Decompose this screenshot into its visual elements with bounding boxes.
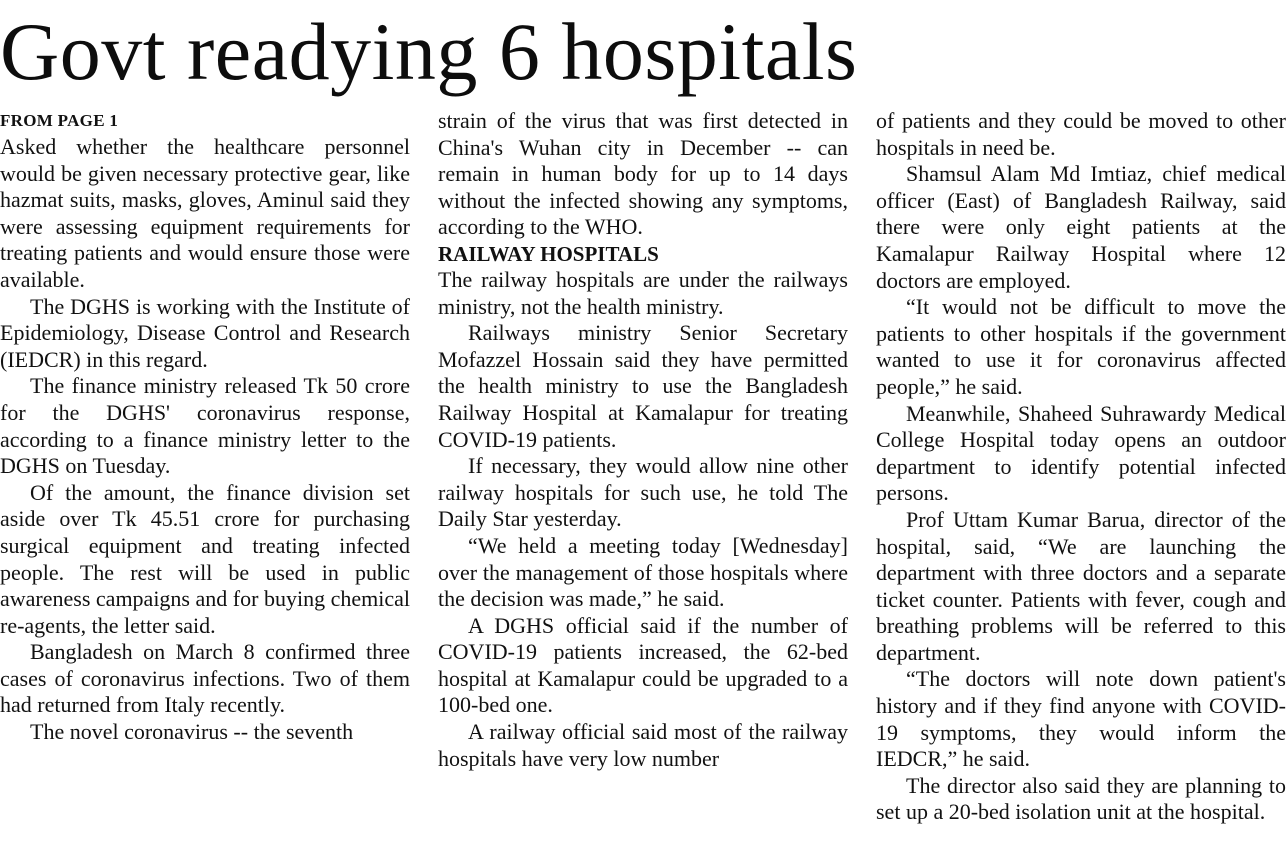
article-paragraph: The DGHS is working with the Institute of Epidemiology, Disease Control and Research (IEDCR) in this regard. bbox=[0, 293, 410, 372]
article-paragraph: Shamsul Alam Md Imtiaz, chief medical officer (East) of Bangladesh Railway, said there were only eight patients at the Kamalapur Railway Hospital where 12 doctors are employed. bbox=[876, 161, 1286, 293]
article-paragraph: A railway official said most of the railway hospitals have very low number bbox=[438, 719, 848, 771]
article-paragraph: Prof Uttam Kumar Barua, director of the hospital, said, “We are launching the department with three doctors and a separate ticket counter. Patients with fever, cough and breathing problems will be referred to this department. bbox=[876, 506, 1286, 665]
article-paragraph: “It would not be difficult to move the patients to other hospitals if the government wanted to use it for coronavirus affected people,” he said. bbox=[876, 294, 1286, 399]
article-paragraph: The finance ministry released Tk 50 crore for the DGHS' coronavirus response, according to a finance ministry letter to the DGHS on Tuesday. bbox=[0, 373, 410, 479]
article-paragraph: Meanwhile, Shaheed Suhrawardy Medical College Hospital today opens an outdoor department to identify potential infected persons. bbox=[876, 400, 1286, 506]
kicker-from-page: FROM PAGE 1 bbox=[0, 111, 119, 130]
article-paragraph: “The doctors will note down patient's history and if they find anyone with COVID-19 symptoms, they would inform the IEDCR,” he said. bbox=[876, 666, 1286, 772]
article-paragraph: Bangladesh on March 8 confirmed three cases of coronavirus infections. Two of them had returned from Italy recently. bbox=[0, 639, 410, 718]
article-paragraph: “We held a meeting today [Wednesday] over the management of those hospitals where the decision was made,” he said. bbox=[438, 532, 848, 612]
column-3 bbox=[876, 108, 1286, 858]
article-paragraph: If necessary, they would allow nine other railway hospitals for such use, he told The Daily Star yesterday. bbox=[438, 453, 848, 532]
article-paragraph: Asked whether the healthcare personnel would be given necessary protective gear, like hazmat suits, masks, gloves, Aminul said they were assessing equipment requirements for treating patients and would ensure those were available. bbox=[0, 134, 410, 292]
article-paragraph: A DGHS official said if the number of COVID-19 patients increased, the 62-bed hospital at Kamalapur could be upgraded to a 100-bed one. bbox=[438, 612, 848, 718]
article-paragraph: strain of the virus that was first detected in China's Wuhan city in December -- can remain in human body for up to 14 days without the infected showing any symptoms, according to the WHO. bbox=[438, 108, 848, 240]
article-paragraph: The novel coronavirus -- the seventh bbox=[30, 719, 354, 745]
column-1 bbox=[0, 108, 410, 858]
article-paragraph: The director also said they are planning to set up a 20-bed isolation unit at the hospital. bbox=[876, 772, 1286, 825]
headline: Govt readying 6 hospitals bbox=[0, 6, 858, 97]
article-paragraph: Railways ministry Senior Secretary Mofazzel Hossain said they have permitted the health ministry to use the Bangladesh Railway Hospital at Kamalapur for treating COVID-19 patients. bbox=[438, 320, 848, 452]
article-paragraph: Of the amount, the finance division set aside over Tk 45.51 crore for purchasing surgical equipment and treating infected people. The rest will be used in public awareness campaigns and for buying chemical re-agents, the letter said. bbox=[0, 479, 410, 638]
article-paragraph: The railway hospitals are under the railways ministry, not the health ministry. bbox=[438, 266, 848, 319]
article-paragraph: of patients and they could be moved to other hospitals in need be. bbox=[876, 108, 1286, 160]
column-2 bbox=[438, 108, 848, 858]
subhead-railway-hospitals: RAILWAY HOSPITALS bbox=[438, 241, 659, 266]
